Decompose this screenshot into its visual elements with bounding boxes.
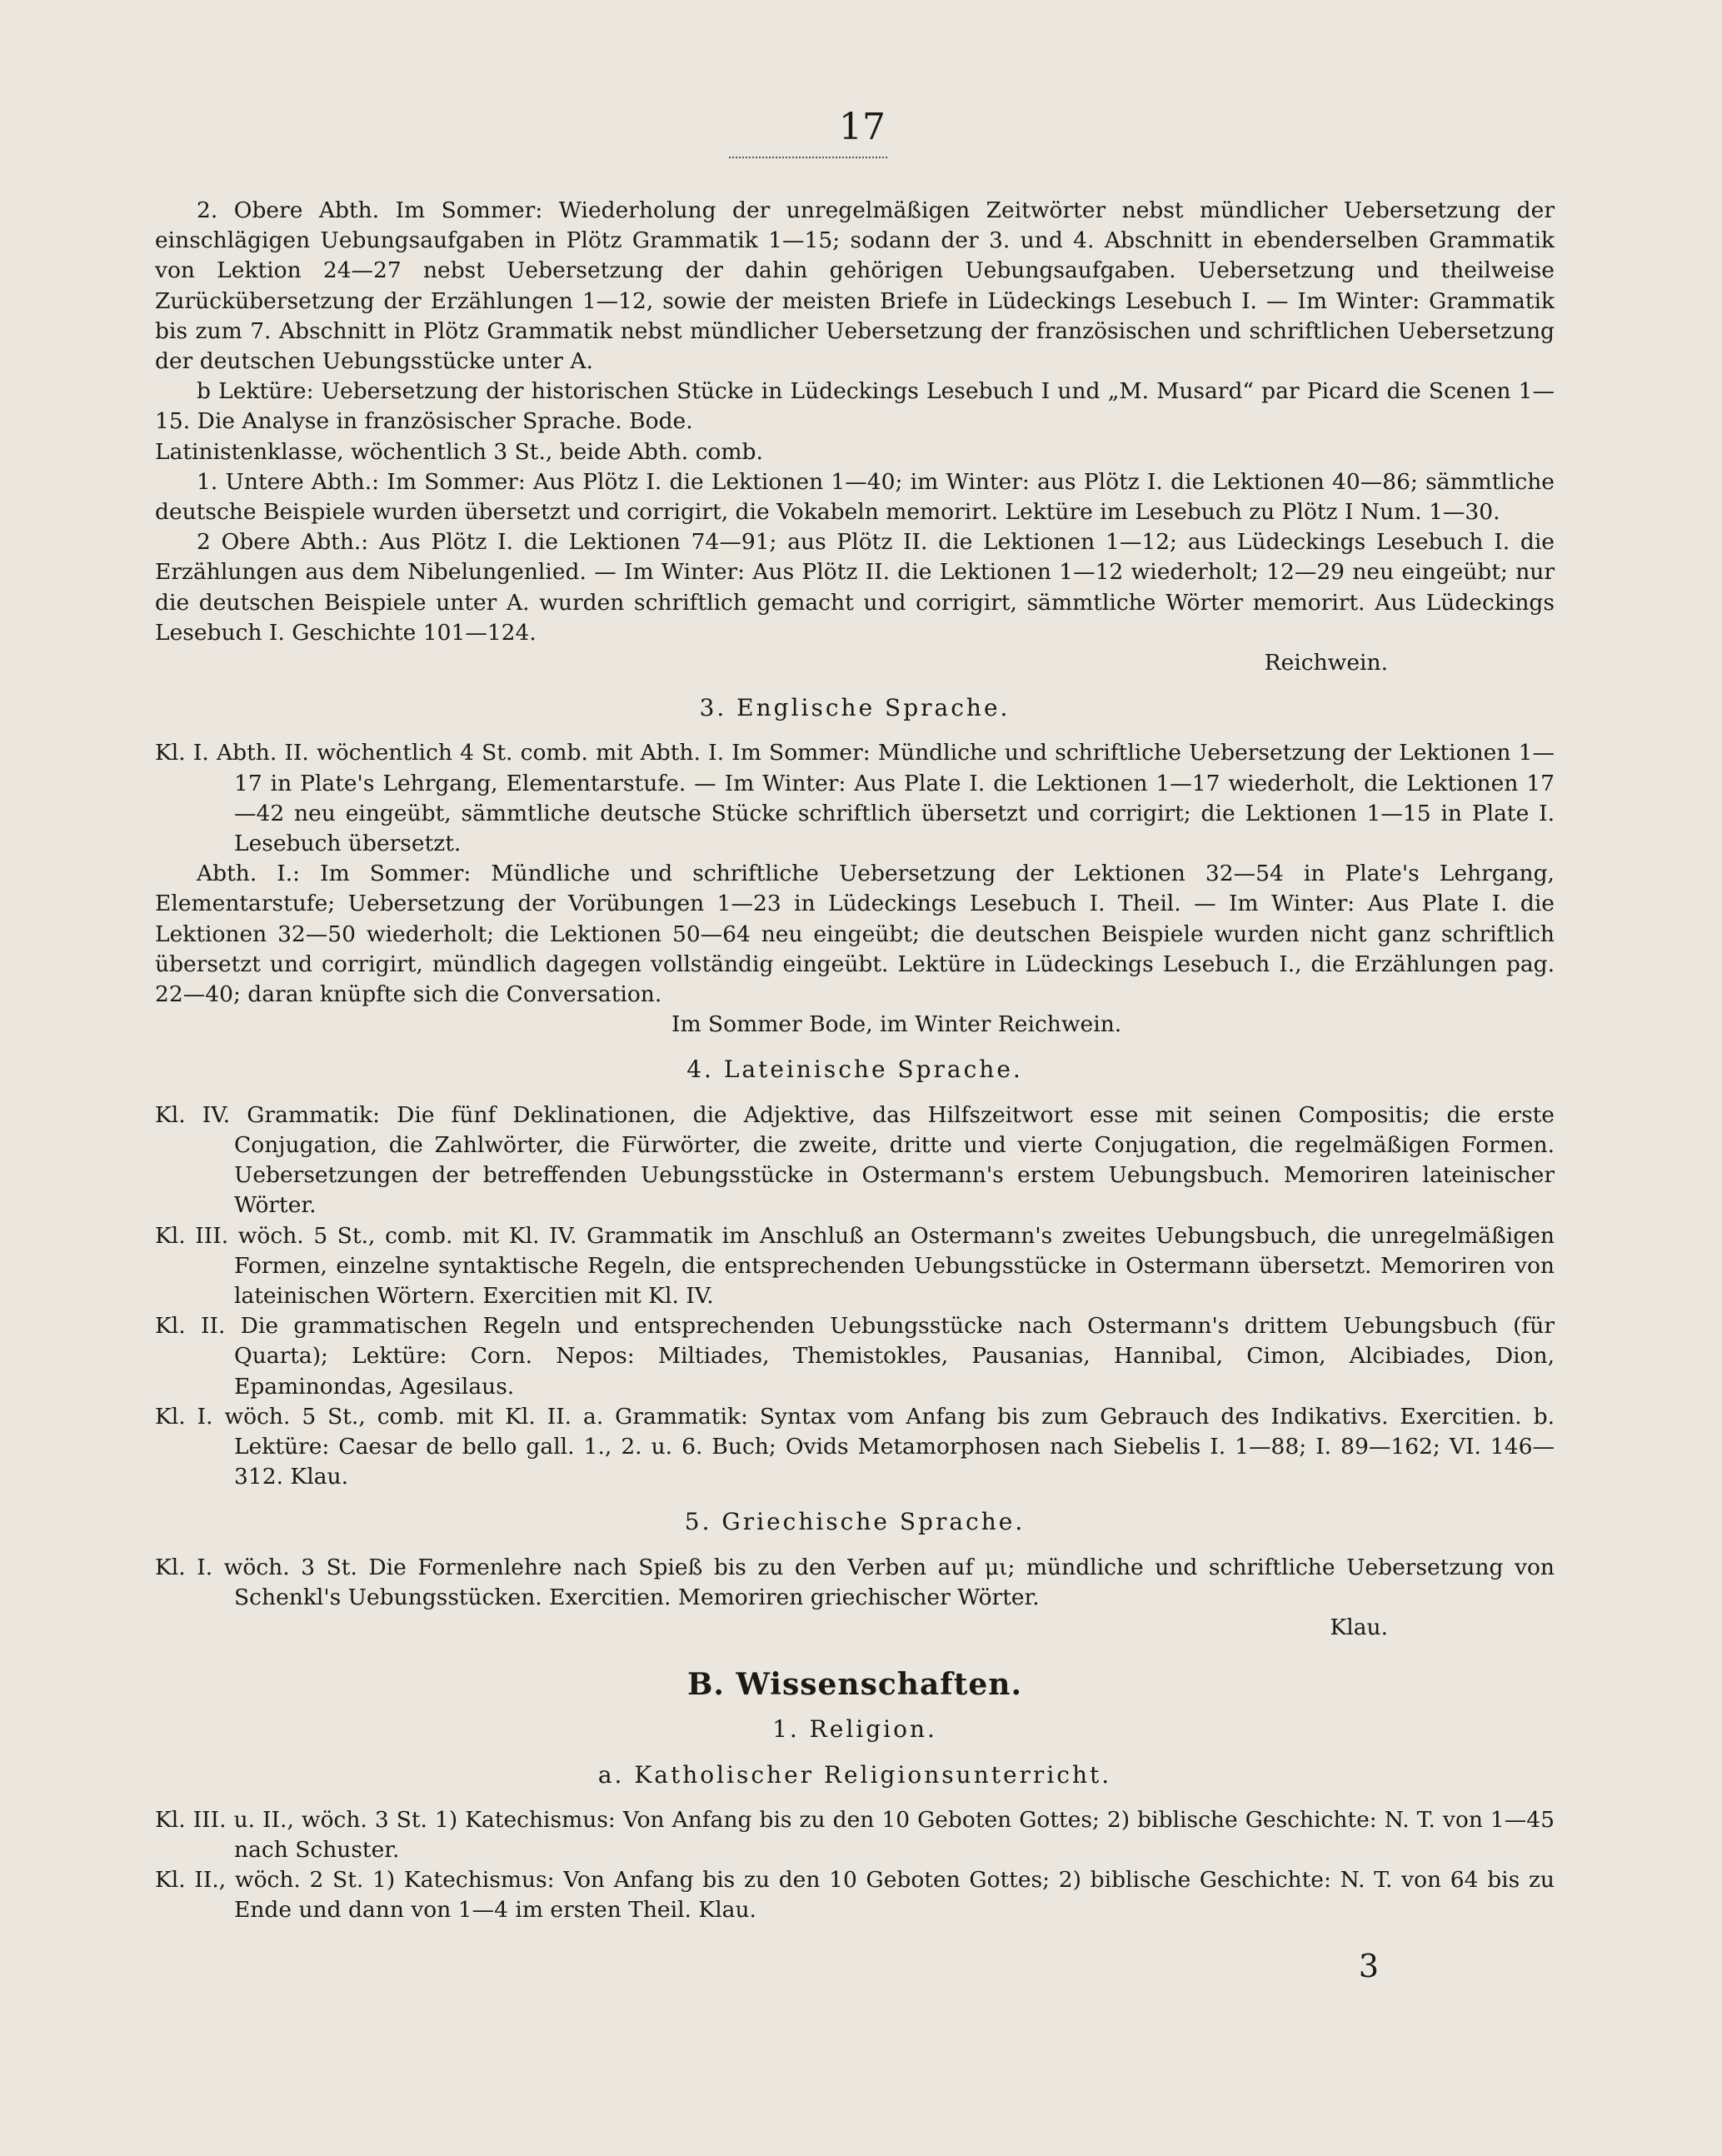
- teacher-signature: Im Sommer Bode, im Winter Reichwein.: [671, 1011, 1122, 1038]
- paragraph: Kl. I. Abth. II. wöchentlich 4 St. comb. mit Abth. I. Im Sommer: Mündliche und schriftliche Uebersetzung der Lektionen 1—17 in Plate's Lehrgang, Elementarstufe. — Im Winter: Aus Plate I. die Lektionen 1—17 wiederholt, die Lektionen 17—42 neu eingeübt, sämmtliche deutsche Stücke schriftlich übersetzt und corrigirt; die Lektionen 1—15 in Plate I. Lesebuch übersetzt.: [155, 740, 1555, 857]
- paragraph: Kl. II., wöch. 2 St. 1) Katechismus: Von Anfang bis zu den 10 Geboten Gottes; 2) biblische Geschichte: N. T. von 64 bis zu Ende und dann von 1—4 im ersten Theil. Klau.: [155, 1867, 1555, 1924]
- paragraph: Kl. I. wöch. 3 St. Die Formenlehre nach Spieß bis zu den Verben auf μι; mündliche und schriftliche Uebersetzung von Schenkl's Uebungsstücken. Exercitien. Memoriren griechischer Wörter.: [155, 1554, 1555, 1610]
- section-heading: 1. Religion.: [772, 1715, 937, 1744]
- paragraph: 2. Obere Abth. Im Sommer: Wiederholung der unregelmäßigen Zeitwörter nebst mündlicher Uebersetzung der einschlägigen Uebungsaufgaben in Plötz Grammatik 1—15; sodann der 3. und 4. Abschnitt in ebenderselben Grammatik von Lektion 24—27 nebst Uebersetzung der dahin gehörigen Uebungsaufgaben. Uebersetzung und theilweise Zurückübersetzung der Erzählungen 1—12, sowie der meisten Briefe in Lüdeckings Lesebuch I. — Im Winter: Grammatik bis zum 7. Abschnitt in Plötz Grammatik nebst mündlicher Uebersetzung der französischen und schriftlichen Uebersetzung der deutschen Uebungsstücke unter A.: [155, 197, 1555, 375]
- section-heading: 5. Griechische Sprache.: [684, 1508, 1026, 1536]
- paragraph: 2 Obere Abth.: Aus Plötz I. die Lektionen 74—91; aus Plötz II. die Lektionen 1—12; aus Lüdeckings Lesebuch I. die Erzählungen aus dem Nibelungenlied. — Im Winter: Aus Plötz II. die Lektionen 1—12 wiederholt; 12—29 neu eingeübt; nur die deutschen Beispiele unter A. wurden schriftlich gemacht und corrigirt, sämmtliche Wörter memorirt. Aus Lüdeckings Lesebuch I. Geschichte 101—124.: [155, 529, 1555, 646]
- major-section-heading: B. Wissenschaften.: [687, 1667, 1022, 1703]
- paragraph: Kl. III. u. II., wöch. 3 St. 1) Katechismus: Von Anfang bis zu den 10 Geboten Gottes; 2) biblische Geschichte: N. T. von 1—45 nach Schuster.: [155, 1806, 1555, 1863]
- paragraph: Kl. II. Die grammatischen Regeln und entsprechenden Uebungsstücke nach Ostermann's drittem Uebungsbuch (für Quarta); Lektüre: Corn. Nepos: Miltiades, Themistokles, Pausanias, Hannibal, Cimon, Alcibiades, Dion, Epaminondas, Agesilaus.: [155, 1313, 1555, 1400]
- page-number: 17: [839, 106, 886, 148]
- paragraph: Kl. III. wöch. 5 St., comb. mit Kl. IV. Grammatik im Anschluß an Ostermann's zweites Uebungsbuch, die unregelmäßigen Formen, einzelne syntaktische Regeln, die entsprechenden Uebungsstücke in Ostermann übersetzt. Memoriren von lateinischen Wörtern. Exercitien mit Kl. IV.: [155, 1222, 1555, 1309]
- page-number-rule: [729, 157, 887, 158]
- section-heading: a. Katholischer Religionsunterricht.: [597, 1760, 1112, 1789]
- paragraph: b Lektüre: Uebersetzung der historischen Stücke in Lüdeckings Lesebuch I und „M. Musard“ par Picard die Scenen 1—15. Die Analyse in französischer Sprache. Bode.: [155, 378, 1555, 435]
- teacher-signature: Klau.: [1330, 1614, 1388, 1640]
- paragraph: Latinistenklasse, wöchentlich 3 St., beide Abth. comb.: [155, 438, 763, 465]
- teacher-signature: Reichwein.: [1264, 650, 1388, 676]
- paragraph: Kl. I. wöch. 5 St., comb. mit Kl. II. a. Grammatik: Syntax vom Anfang bis zum Gebrauch des Indikativs. Exercitien. b. Lektüre: Caesar de bello gall. 1., 2. u. 6. Buch; Ovids Metamorphosen nach Siebelis I. 1—88; I. 89—162; VI. 146—312. Klau.: [155, 1403, 1555, 1490]
- section-heading: 3. Englische Sprache.: [699, 694, 1011, 722]
- paragraph: Kl. IV. Grammatik: Die fünf Deklinationen, die Adjektive, das Hilfszeitwort esse mit seinen Compositis; die erste Conjugation, die Zahlwörter, die Fürwörter, die zweite, dritte und vierte Conjugation, die regelmäßigen Formen. Uebersetzungen der betreffenden Uebungsstücke in Ostermann's erstem Uebungsbuch. Memoriren lateinischer Wörter.: [155, 1101, 1555, 1219]
- paragraph: Abth. I.: Im Sommer: Mündliche und schriftliche Uebersetzung der Lektionen 32—54 in Plate's Lehrgang, Elementarstufe; Uebersetzung der Vorübungen 1—23 in Lüdeckings Lesebuch I. Theil. — Im Winter: Aus Plate I. die Lektionen 32—50 wiederholt; die Lektionen 50—64 neu eingeübt; die deutschen Beispiele wurden nicht ganz schriftlich übersetzt und corrigirt, mündlich dagegen vollständig eingeübt. Lektüre in Lüdeckings Lesebuch I., die Erzählungen pag. 22—40; daran knüpfte sich die Conversation.: [155, 861, 1555, 1008]
- body-text: [155, 196, 1555, 1926]
- section-heading: 4. Lateinische Sprache.: [686, 1056, 1023, 1084]
- signature-mark: 3: [1358, 1948, 1379, 1984]
- paragraph: 1. Untere Abth.: Im Sommer: Aus Plötz I. die Lektionen 1—40; im Winter: aus Plötz I. die Lektionen 40—86; sämmtliche deutsche Beispiele wurden übersetzt und corrigirt, die Vokabeln memorirt. Lektüre im Lesebuch zu Plötz I Num. 1—30.: [155, 468, 1555, 526]
